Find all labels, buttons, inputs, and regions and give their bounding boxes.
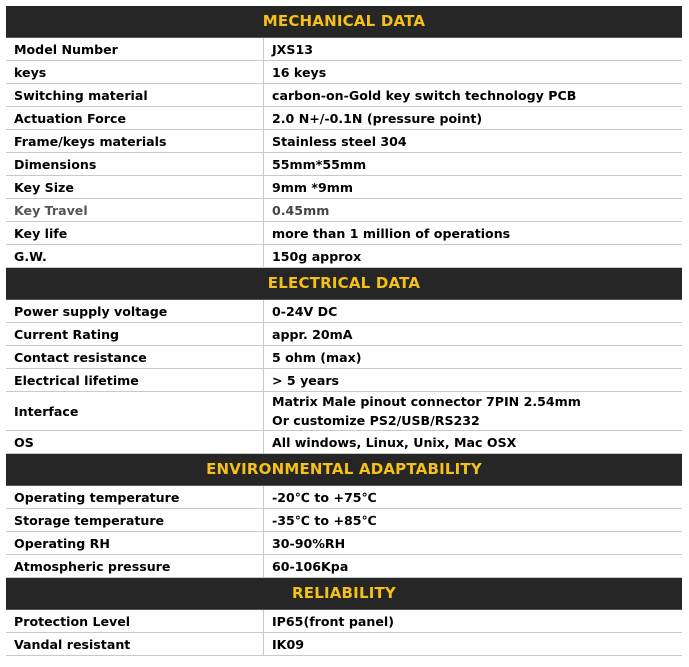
table-row [6, 509, 682, 532]
spec-key: Operating RH [6, 532, 264, 555]
spec-key: Interface [6, 392, 264, 431]
section-header-mechanical: MECHANICAL DATA [6, 6, 682, 38]
table-row [6, 84, 682, 107]
spec-value: 2.0 N+/-0.1N (pressure point) [264, 107, 683, 130]
spec-key: Switching material [6, 84, 264, 107]
spec-key: Key Travel [6, 199, 264, 222]
spec-value: 0.45mm [264, 199, 683, 222]
table-row [6, 431, 682, 454]
table-row [6, 199, 682, 222]
table-row [6, 346, 682, 369]
spec-value: IK09 [264, 633, 683, 656]
spec-key: Key Size [6, 176, 264, 199]
interface-line-2: Or customize PS2/USB/RS232 [272, 413, 480, 428]
spec-key: Contact resistance [6, 346, 264, 369]
spec-key: Frame/keys materials [6, 130, 264, 153]
mechanical-table [6, 38, 682, 268]
table-row [6, 532, 682, 555]
spec-value [264, 392, 683, 431]
spec-value: All windows, Linux, Unix, Mac OSX [264, 431, 683, 454]
table-row [6, 153, 682, 176]
spec-value: 150g approx [264, 245, 683, 268]
table-row [6, 633, 682, 656]
spec-value: IP65(front panel) [264, 610, 683, 633]
spec-key: OS [6, 431, 264, 454]
section-header-reliability: RELIABILITY [6, 578, 682, 610]
spec-value: appr. 20mA [264, 323, 683, 346]
table-row [6, 222, 682, 245]
spec-key: Model Number [6, 38, 264, 61]
spec-value: 0-24V DC [264, 300, 683, 323]
environmental-table [6, 486, 682, 578]
section-header-environmental: ENVIRONMENTAL ADAPTABILITY [6, 454, 682, 486]
spec-value: 60-106Kpa [264, 555, 683, 578]
spec-value: > 5 years [264, 369, 683, 392]
spec-value: 9mm *9mm [264, 176, 683, 199]
electrical-table [6, 300, 682, 454]
table-row [6, 555, 682, 578]
table-row [6, 369, 682, 392]
spec-key: Operating temperature [6, 486, 264, 509]
table-row [6, 300, 682, 323]
table-row [6, 610, 682, 633]
section-header-electrical: ELECTRICAL DATA [6, 268, 682, 300]
interface-line-1: Matrix Male pinout connector 7PIN 2.54mm [272, 394, 581, 409]
table-row [6, 130, 682, 153]
spec-key: Storage temperature [6, 509, 264, 532]
spec-key: Key life [6, 222, 264, 245]
spec-value: 16 keys [264, 61, 683, 84]
spec-key: Protection Level [6, 610, 264, 633]
spec-key: Vandal resistant [6, 633, 264, 656]
table-row [6, 176, 682, 199]
spec-key: Atmospheric pressure [6, 555, 264, 578]
spec-key: G.W. [6, 245, 264, 268]
table-row [6, 245, 682, 268]
table-row [6, 107, 682, 130]
table-row [6, 486, 682, 509]
spec-value: -20℃ to +75℃ [264, 486, 683, 509]
table-row [6, 323, 682, 346]
spec-value: 5 ohm (max) [264, 346, 683, 369]
spec-value: -35℃ to +85℃ [264, 509, 683, 532]
spec-value: carbon-on-Gold key switch technology PCB [264, 84, 683, 107]
spec-key: Electrical lifetime [6, 369, 264, 392]
reliability-table [6, 610, 682, 656]
spec-key: Power supply voltage [6, 300, 264, 323]
spec-key: Dimensions [6, 153, 264, 176]
spec-value: 55mm*55mm [264, 153, 683, 176]
spec-value: 30-90%RH [264, 532, 683, 555]
table-row [6, 61, 682, 84]
spec-value: JXS13 [264, 38, 683, 61]
table-row [6, 38, 682, 61]
spec-value: more than 1 million of operations [264, 222, 683, 245]
spec-key: keys [6, 61, 264, 84]
spec-value: Stainless steel 304 [264, 130, 683, 153]
spec-key: Current Rating [6, 323, 264, 346]
spec-key: Actuation Force [6, 107, 264, 130]
table-row [6, 392, 682, 431]
spec-sheet [6, 6, 682, 656]
